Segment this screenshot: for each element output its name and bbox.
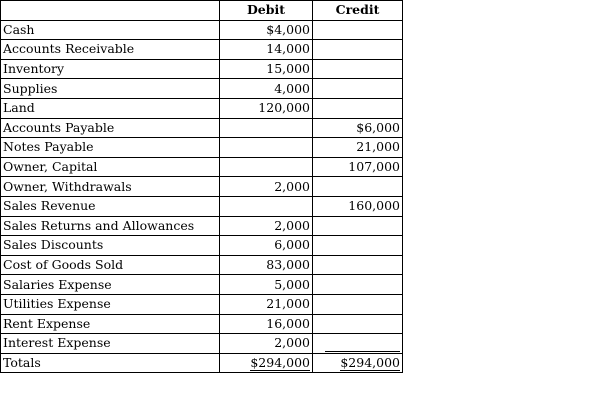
table-row	[1, 236, 403, 256]
totals-credit-amount: $294,000	[340, 355, 400, 373]
debit-amount: 4,000	[220, 79, 313, 99]
credit-amount	[313, 236, 403, 256]
debit-amount: 14,000	[220, 40, 313, 60]
table-row	[1, 157, 403, 177]
table-row	[1, 196, 403, 216]
totals-label: Totals	[1, 353, 220, 373]
credit-amount: 160,000	[313, 196, 403, 216]
debit-amount: 21,000	[220, 294, 313, 314]
debit-amount: 2,000	[220, 177, 313, 197]
table-row	[1, 275, 403, 295]
totals-debit-cell	[220, 353, 313, 373]
credit-amount	[313, 294, 403, 314]
debit-amount: 5,000	[220, 275, 313, 295]
totals-debit-amount: $294,000	[250, 355, 310, 373]
account-name: Owner, Capital	[1, 157, 220, 177]
credit-amount: $6,000	[313, 118, 403, 138]
debit-amount: 2,000	[220, 216, 313, 236]
table-row	[1, 255, 403, 275]
account-header	[1, 1, 220, 21]
account-name: Owner, Withdrawals	[1, 177, 220, 197]
table-row	[1, 20, 403, 40]
debit-amount	[220, 157, 313, 177]
debit-header: Debit	[220, 1, 313, 21]
account-name: Utilities Expense	[1, 294, 220, 314]
account-name: Inventory	[1, 59, 220, 79]
credit-amount	[313, 20, 403, 40]
credit-amount	[313, 334, 403, 354]
totals-row	[1, 353, 403, 373]
account-name: Accounts Payable	[1, 118, 220, 138]
credit-amount	[313, 98, 403, 118]
debit-amount: 120,000	[220, 98, 313, 118]
table-row	[1, 294, 403, 314]
account-name: Notes Payable	[1, 138, 220, 158]
table-row	[1, 138, 403, 158]
table-row	[1, 118, 403, 138]
debit-amount: 2,000	[220, 334, 313, 354]
table-row	[1, 177, 403, 197]
subtotal-underline	[325, 351, 400, 352]
account-name: Land	[1, 98, 220, 118]
account-name: Supplies	[1, 79, 220, 99]
account-name: Sales Discounts	[1, 236, 220, 256]
credit-amount	[313, 255, 403, 275]
totals-credit-cell	[313, 353, 403, 373]
account-name: Salaries Expense	[1, 275, 220, 295]
table-row	[1, 216, 403, 236]
credit-amount	[313, 275, 403, 295]
table-row	[1, 314, 403, 334]
credit-amount	[313, 216, 403, 236]
debit-amount	[220, 118, 313, 138]
trial-balance-body	[1, 1, 403, 373]
account-name: Cash	[1, 20, 220, 40]
debit-amount: $4,000	[220, 20, 313, 40]
table-row	[1, 79, 403, 99]
credit-amount	[313, 79, 403, 99]
credit-amount	[313, 59, 403, 79]
account-name: Sales Revenue	[1, 196, 220, 216]
header-row	[1, 1, 403, 21]
debit-amount: 16,000	[220, 314, 313, 334]
credit-amount	[313, 314, 403, 334]
debit-amount: 15,000	[220, 59, 313, 79]
account-name: Interest Expense	[1, 334, 220, 354]
table-row	[1, 98, 403, 118]
debit-amount: 6,000	[220, 236, 313, 256]
table-row	[1, 40, 403, 60]
debit-amount	[220, 138, 313, 158]
account-name: Accounts Receivable	[1, 40, 220, 60]
debit-amount	[220, 196, 313, 216]
account-name: Cost of Goods Sold	[1, 255, 220, 275]
credit-amount	[313, 40, 403, 60]
table-row	[1, 334, 403, 354]
credit-amount: 21,000	[313, 138, 403, 158]
credit-amount	[313, 177, 403, 197]
account-name: Sales Returns and Allowances	[1, 216, 220, 236]
credit-header: Credit	[313, 1, 403, 21]
debit-amount: 83,000	[220, 255, 313, 275]
table-row	[1, 59, 403, 79]
account-name: Rent Expense	[1, 314, 220, 334]
credit-amount: 107,000	[313, 157, 403, 177]
